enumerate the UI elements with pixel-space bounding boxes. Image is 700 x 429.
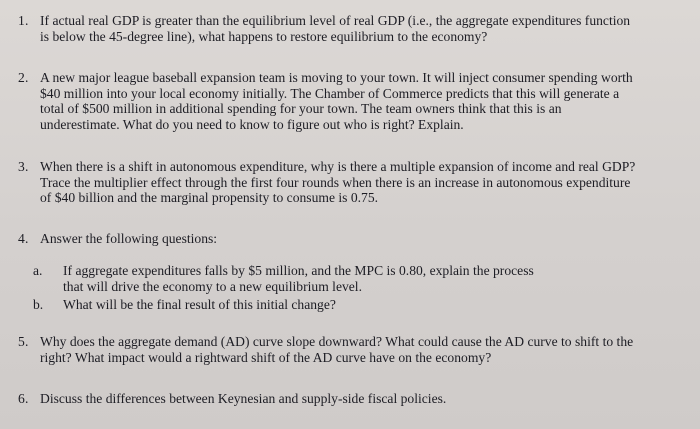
question-number: 5. (18, 334, 29, 349)
subpart-text (63, 297, 690, 313)
question-text (40, 13, 690, 44)
question-line: A new major league baseball expansion team is moving to your town. It will inject consumer spending worth (40, 70, 633, 85)
subpart-letter: a. (33, 263, 43, 278)
question-number: 4. (18, 231, 29, 246)
subpart-letter: b. (33, 297, 44, 312)
subpart-text (63, 263, 690, 294)
question-text (40, 159, 690, 206)
question-line: right? What impact would a rightward shift of the AD curve have on the economy? (40, 349, 492, 365)
question-number: 6. (18, 391, 29, 406)
question-line: When there is a shift in autonomous expenditure, why is there a multiple expansion of income and real GDP? (40, 159, 636, 174)
question-line: is below the 45-degree line), what happens to restore equilibrium to the economy? (40, 28, 488, 44)
question-line: underestimate. What do you need to know to figure out who is right? Explain. (40, 116, 464, 132)
question-text (40, 391, 690, 407)
question-5 (18, 334, 690, 365)
question-line: If actual real GDP is greater than the equilibrium level of real GDP (i.e., the aggregate expenditures function (40, 13, 631, 28)
subpart-line: that will drive the economy to a new equilibrium level. (63, 278, 362, 294)
subpart-line: What will be the final result of this initial change? (63, 297, 336, 312)
question-4-part-a (33, 263, 690, 294)
question-line: $40 million into your local economy initially. The Chamber of Commerce predicts that this will generate a (40, 85, 620, 101)
question-2 (18, 70, 690, 132)
question-line: Why does the aggregate demand (AD) curve slope downward? What could cause the AD curve to shift to the (40, 334, 634, 349)
question-line: of $40 billion and the marginal propensity to consume is 0.75. (40, 190, 379, 205)
question-text (40, 334, 690, 365)
question-4 (18, 231, 690, 247)
question-number: 2. (18, 70, 29, 85)
subpart-line: If aggregate expenditures falls by $5 million, and the MPC is 0.80, explain the process (63, 263, 534, 278)
question-text (40, 231, 690, 247)
question-text (40, 70, 690, 132)
question-6 (18, 391, 690, 407)
question-1 (18, 13, 690, 44)
question-4-part-b (33, 297, 690, 313)
question-3 (18, 159, 690, 206)
question-line: Answer the following questions: (40, 231, 218, 246)
question-line: Trace the multiplier effect through the first four rounds when there is an increase in autonomous expenditure (40, 174, 631, 190)
question-line: Discuss the differences between Keynesian and supply-side fiscal policies. (40, 391, 447, 406)
question-number: 3. (18, 159, 29, 174)
question-number: 1. (18, 13, 29, 28)
question-line: total of $500 million in additional spending for your town. The team owners think that this is an (40, 101, 562, 116)
